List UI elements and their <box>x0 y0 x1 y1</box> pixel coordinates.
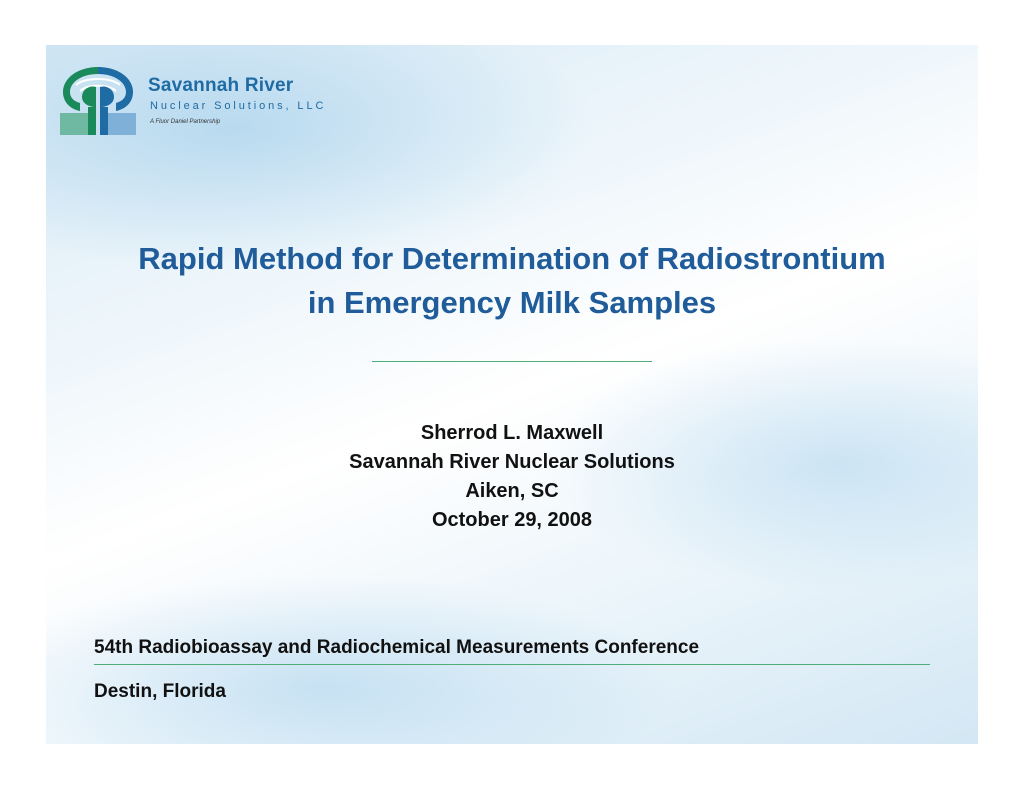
logo-tagline: A Fluor Daniel Partnership <box>150 119 221 125</box>
presentation-date: October 29, 2008 <box>431 509 593 531</box>
srns-logo-mark-icon <box>58 63 140 137</box>
title-line-1: Rapid Method for Determination of Radiostrontium <box>138 241 886 276</box>
slide-title <box>46 237 978 325</box>
company-logo <box>58 63 338 137</box>
footer-divider <box>94 664 930 665</box>
author-organization: Savannah River Nuclear Solutions <box>349 451 675 473</box>
author-city: Aiken, SC <box>465 480 559 502</box>
slide <box>46 45 978 744</box>
logo-company-subtitle: Nuclear Solutions, LLC <box>150 100 327 112</box>
logo-company-name: Savannah River <box>148 75 294 96</box>
title-line-2: in Emergency Milk Samples <box>307 285 717 320</box>
conference-name: 54th Radiobioassay and Radiochemical Measurements Conference <box>94 637 700 658</box>
title-divider <box>372 361 652 362</box>
conference-location: Destin, Florida <box>94 681 226 702</box>
author-name: Sherrod L. Maxwell <box>420 422 604 444</box>
author-block <box>46 419 978 535</box>
